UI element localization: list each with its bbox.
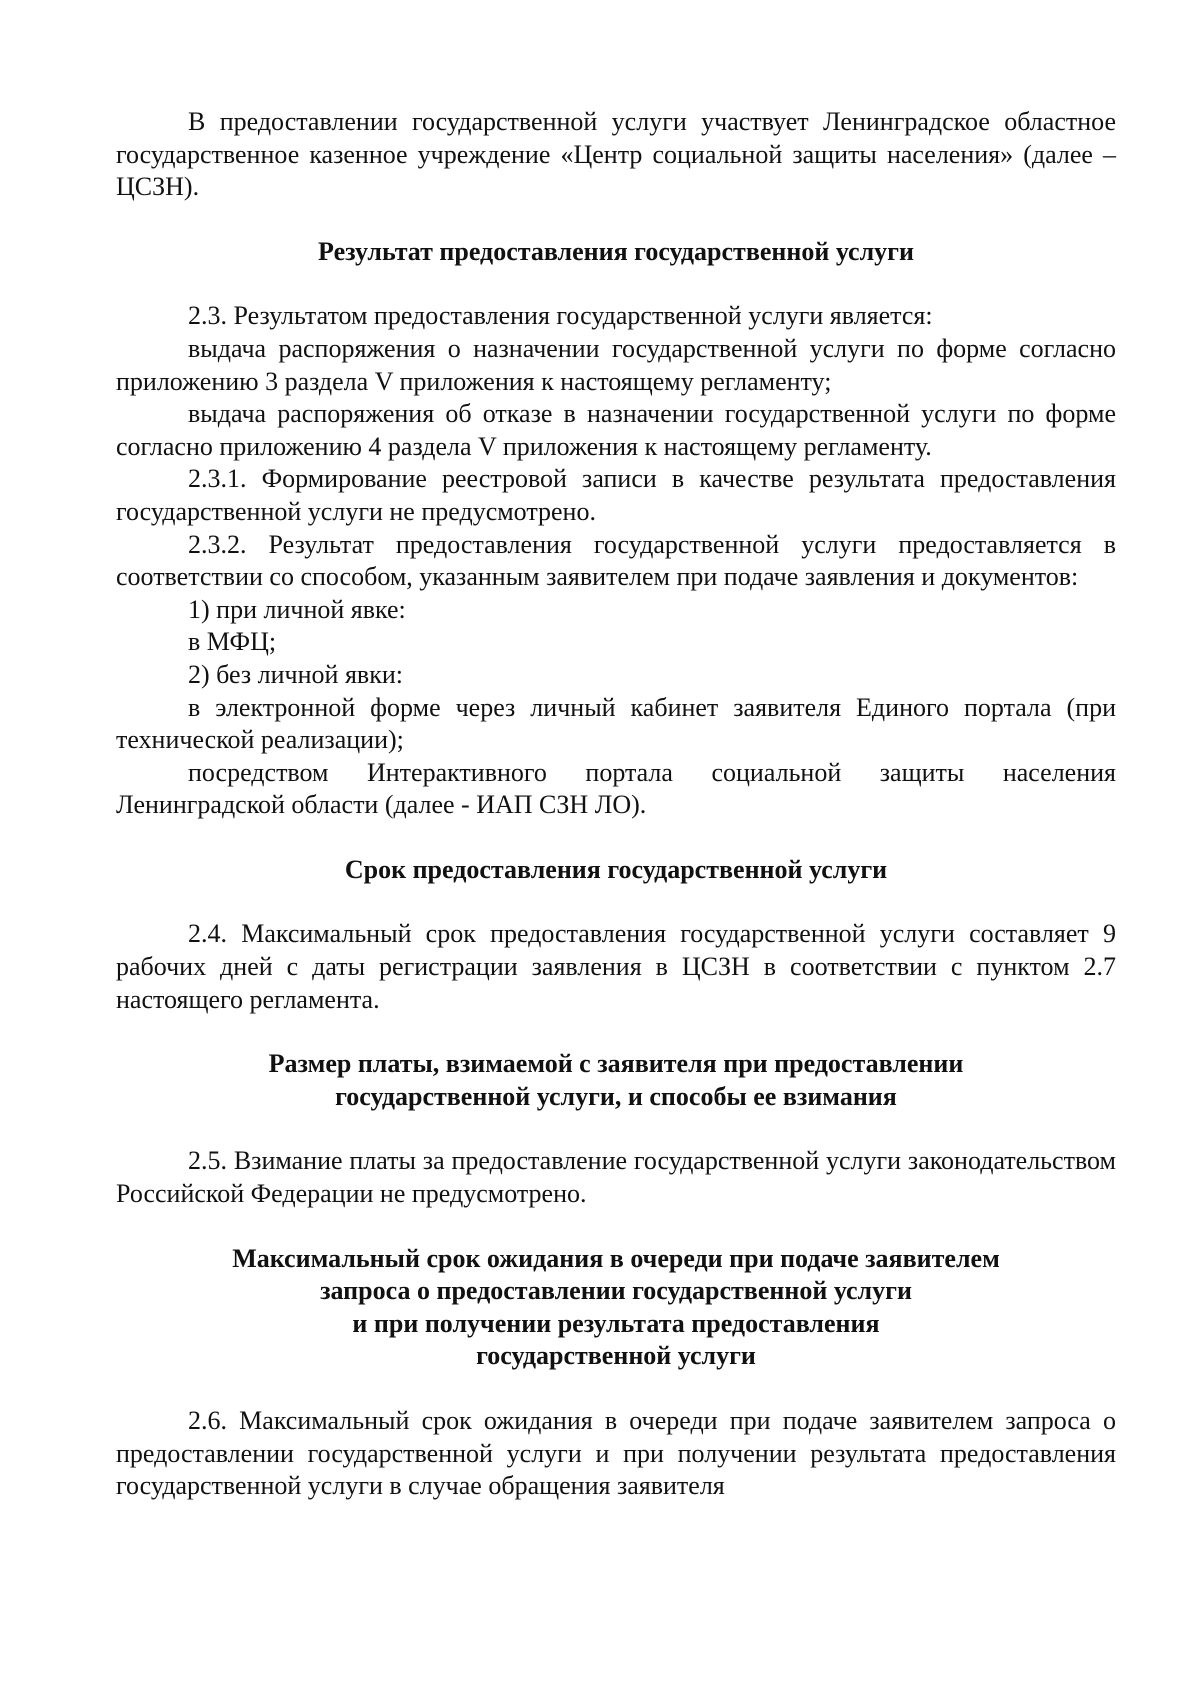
paragraph-2-3: 2.3. Результатом предоставления государственной услуги является:: [188, 301, 933, 331]
heading-fee-line-2: государственной услуги, и способы ее взимания: [335, 1081, 897, 1111]
paragraph-result-item-1: выдача распоряжения о назначении государственной услуги по форме согласно приложению 3 раздела V приложения к настоящему регламенту;: [116, 333, 1116, 396]
heading-fee: [116, 1048, 1116, 1113]
heading-term: Срок предоставления государственной услуги: [344, 854, 888, 884]
list-item-personal: 1) при личной явке:: [188, 594, 406, 624]
list-item-portal: посредством Интерактивного портала социальной защиты населения Ленинградской области (далее - ИАП СЗН ЛО).: [116, 757, 1116, 820]
list-item-electronic: в электронной форме через личный кабинет заявителя Единого портала (при технической реализации);: [116, 692, 1116, 755]
list-item-mfc: в МФЦ;: [188, 627, 277, 657]
paragraph-2-6: 2.6. Максимальный срок ожидания в очереди при подаче заявителем запроса о предоставлении государственной услуги и при получении результата предоставления государственной услуги в случае обращения заявителя: [116, 1406, 1116, 1501]
intro-paragraph: В предоставлении государственной услуги участвует Ленинградское областное государственное казенное учреждение «Центр социальной защиты населения» (далее – ЦСЗН).: [116, 107, 1116, 202]
paragraph-2-3-1: 2.3.1. Формирование реестровой записи в качестве результата предоставления государственной услуги не предусмотрено.: [116, 464, 1116, 526]
list-item-remote: 2) без личной явки:: [188, 659, 403, 689]
paragraph-2-4: 2.4. Максимальный срок предоставления государственной услуги составляет 9 рабочих дней с даты регистрации заявления в ЦСЗН в соответствии с пунктом 2.7 настоящего регламента.: [116, 919, 1116, 1014]
paragraph-2-3-2: 2.3.2. Результат предоставления государственной услуги предоставляется в соответствии со способом, указанным заявителем при подаче заявления и документов:: [116, 529, 1116, 592]
heading-result: Результат предоставления государственной услуги: [318, 236, 914, 266]
heading-queue-line-4: государственной услуги: [476, 1341, 756, 1371]
heading-queue-line-3: и при получении результата предоставления: [352, 1308, 880, 1338]
heading-queue-line-2: запроса о предоставлении государственной услуги: [320, 1276, 912, 1306]
heading-fee-line-1: Размер платы, взимаемой с заявителя при предоставлении: [268, 1049, 964, 1079]
paragraph-2-5: 2.5. Взимание платы за предоставление государственной услуги законодательством Российской Федерации не предусмотрено.: [116, 1146, 1116, 1209]
heading-queue-line-1: Максимальный срок ожидания в очереди при подаче заявителем: [232, 1243, 1000, 1273]
paragraph-result-item-2: выдача распоряжения об отказе в назначении государственной услуги по форме согласно приложению 4 раздела V приложения к настоящему регламенту.: [116, 399, 1116, 461]
document-page: [116, 106, 1116, 1503]
heading-queue: [116, 1243, 1116, 1373]
